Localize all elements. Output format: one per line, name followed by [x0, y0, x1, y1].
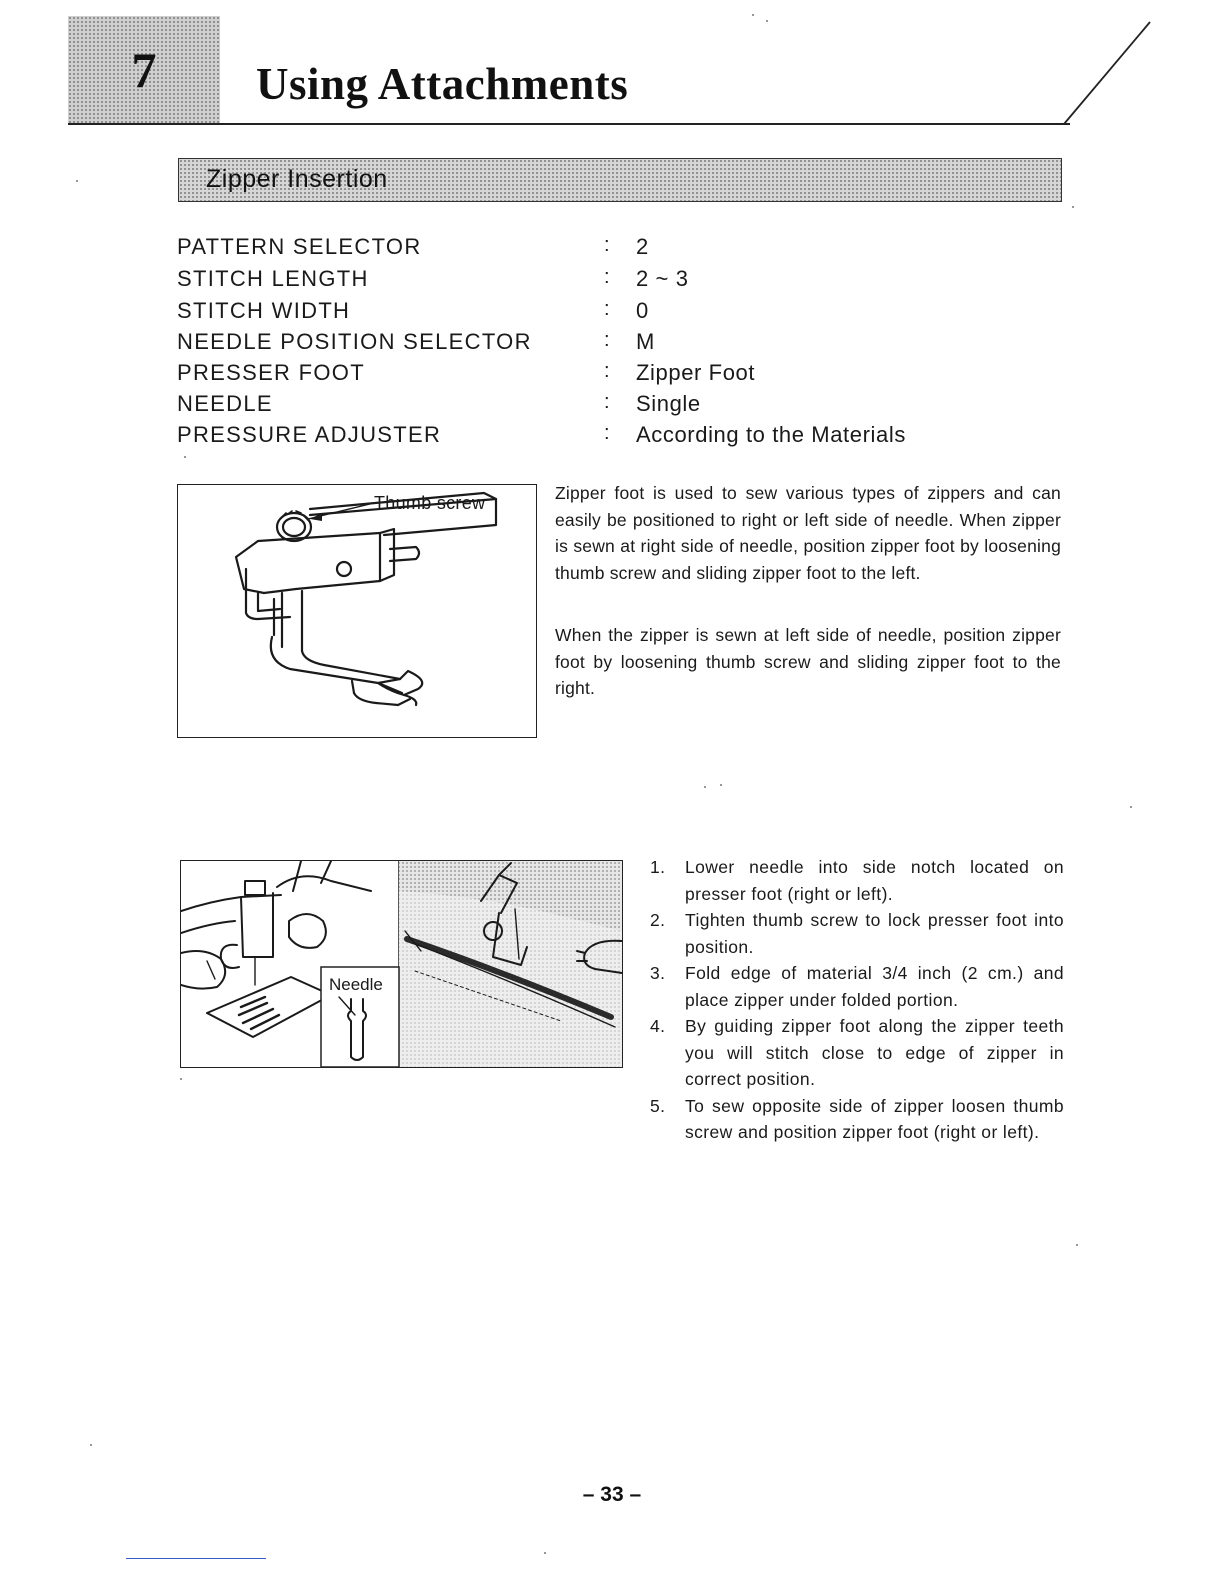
- setting-label: PATTERN SELECTOR: [177, 234, 422, 259]
- step-number: 3.: [650, 963, 666, 983]
- step-number: 4.: [650, 1016, 666, 1036]
- setting-value: Zipper Foot: [636, 360, 756, 385]
- scan-speck: [90, 1444, 92, 1446]
- step-item: [650, 1013, 1064, 1093]
- footer-rule: [126, 1558, 266, 1559]
- setting-row-pattern-selector: [177, 234, 937, 265]
- scan-speck: [720, 784, 722, 786]
- setting-value: Single: [636, 391, 701, 416]
- zipper-foot-figure: [177, 484, 537, 738]
- setting-label: NEEDLE: [177, 391, 273, 416]
- scan-speck: [184, 456, 186, 458]
- setting-label: NEEDLE POSITION SELECTOR: [177, 329, 532, 354]
- setting-label: STITCH LENGTH: [177, 266, 369, 291]
- step-text: Fold edge of material 3/4 inch (2 cm.) and place zipper under folded portion.: [685, 963, 1064, 1010]
- setting-separator: :: [604, 298, 610, 320]
- setting-value: According to the Materials: [636, 422, 906, 447]
- scan-speck: [766, 20, 768, 22]
- step-text: To sew opposite side of zipper loosen thumb screw and position zipper foot (right or left).: [685, 1095, 1064, 1142]
- setting-separator: :: [604, 360, 610, 382]
- scan-speck: [544, 1552, 546, 1554]
- chapter-title: Using Attachments: [256, 59, 629, 109]
- chapter-number: 7: [131, 42, 157, 98]
- step-number: 1.: [650, 857, 666, 877]
- scan-speck: [1076, 1244, 1078, 1246]
- setting-row-stitch-width: [177, 298, 937, 329]
- setting-separator: :: [604, 329, 610, 351]
- scan-speck: [76, 180, 78, 182]
- setting-row-needle-position-selector: [177, 329, 937, 360]
- step-text: Lower needle into side notch located on presser foot (right or left).: [685, 857, 1064, 904]
- setting-value: 2: [636, 234, 649, 259]
- scan-speck: [1130, 806, 1132, 808]
- step-text: By guiding zipper foot along the zipper teeth you will stitch close to edge of zipper in correct position.: [685, 1016, 1064, 1089]
- zipper-sewing-illustration: [181, 861, 622, 1067]
- step-item: [650, 960, 1064, 1013]
- setting-row-needle: [177, 391, 937, 422]
- instruction-steps: [650, 854, 1064, 1146]
- page-number: – 33 –: [582, 1483, 642, 1506]
- setting-value: M: [636, 329, 655, 354]
- setting-separator: :: [604, 234, 610, 256]
- setting-label: STITCH WIDTH: [177, 298, 351, 323]
- scan-speck: [1072, 206, 1074, 208]
- step-number: 5.: [650, 1095, 666, 1116]
- setting-separator: :: [604, 391, 610, 413]
- scan-speck: [180, 1078, 182, 1080]
- header-rule: [68, 123, 1070, 125]
- step-item: [650, 1093, 1064, 1146]
- step-number: 2.: [650, 910, 666, 930]
- setting-value: 0: [636, 298, 649, 323]
- step-item: [650, 854, 1064, 907]
- setting-row-pressure-adjuster: [177, 422, 937, 453]
- section-title: Zipper Insertion: [206, 165, 388, 193]
- zipper-foot-illustration: [178, 485, 536, 737]
- setting-label: PRESSER FOOT: [177, 360, 365, 385]
- thumb-screw-label: Thumb screw: [374, 493, 486, 513]
- zipper-sewing-figure: [180, 860, 623, 1068]
- scan-speck: [704, 786, 706, 788]
- chapter-number-box: [68, 16, 220, 124]
- paragraph-left-side: When the zipper is sewn at left side of needle, position zipper foot by loosening thumb screw and sliding zipper foot to the right.: [555, 625, 1061, 698]
- scan-speck: [752, 14, 754, 16]
- step-text: Tighten thumb screw to lock presser foot into position.: [685, 910, 1064, 957]
- step-item: [650, 907, 1064, 960]
- paragraph-intro: Zipper foot is used to sew various types of zippers and can easily be positioned to right or left side of needle. When zipper is sewn at right side of needle, position zipper foot by loosening thumb screw and sliding zipper foot to the left.: [555, 483, 1061, 583]
- setting-separator: :: [604, 266, 610, 288]
- setting-separator: :: [604, 422, 610, 444]
- setting-value: 2 ~ 3: [636, 266, 689, 291]
- needle-label: Needle: [329, 975, 383, 994]
- setting-row-presser-foot: [177, 360, 937, 391]
- header-slash-line: [1060, 20, 1152, 126]
- setting-label: PRESSURE ADJUSTER: [177, 422, 442, 447]
- setting-row-stitch-length: [177, 266, 937, 297]
